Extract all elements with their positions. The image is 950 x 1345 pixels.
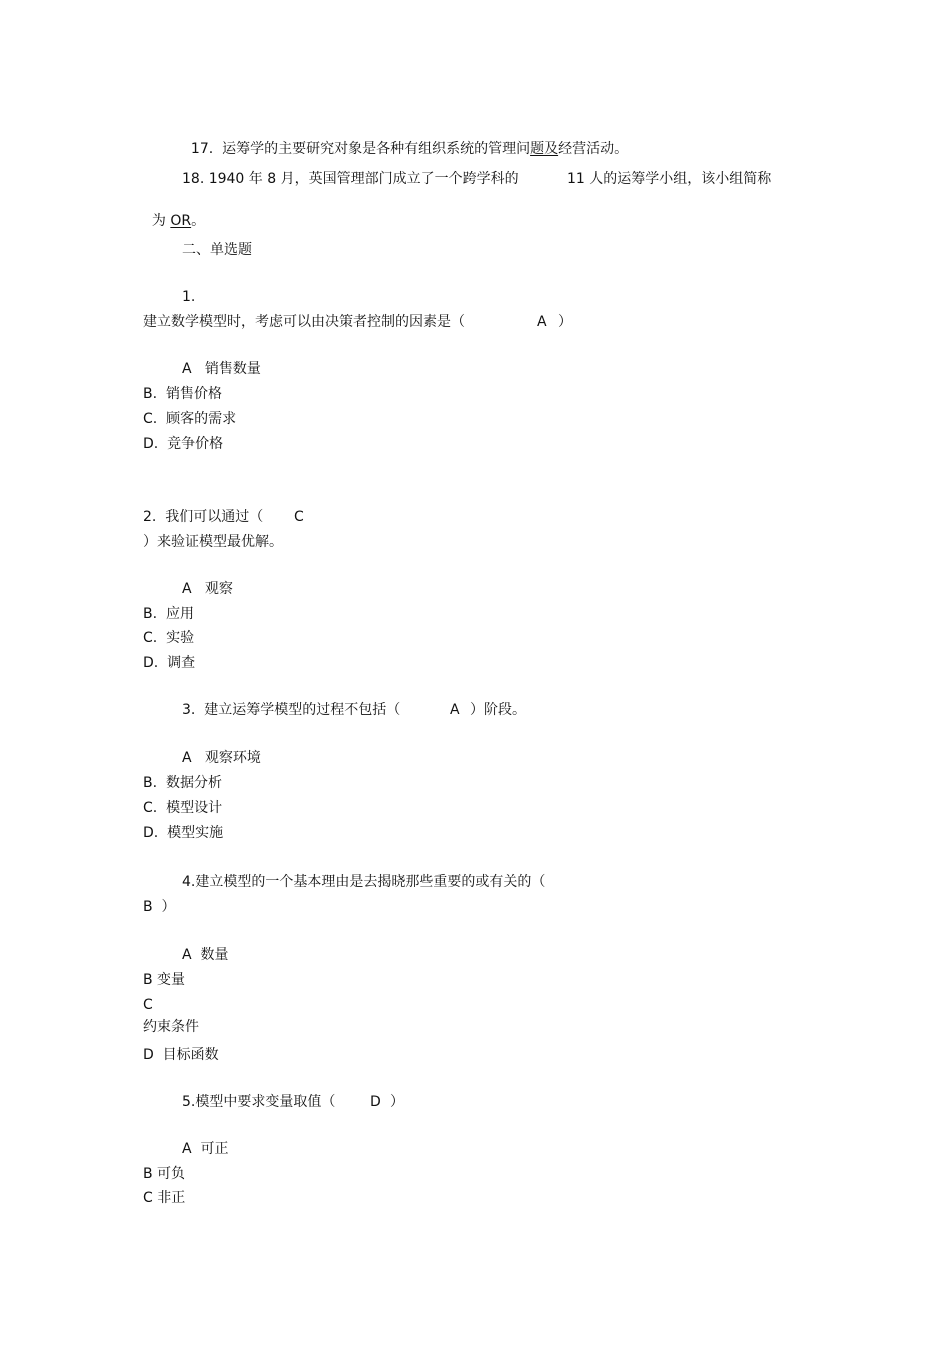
q4-option-c-text: 约束条件 — [143, 1019, 199, 1035]
q18-or-abbrev: OR — [170, 213, 192, 229]
q17-line — [182, 122, 628, 158]
q3-option-d: D. 模型实施 — [143, 825, 224, 841]
q17-suffix: 经营活动。 — [558, 141, 629, 157]
q4-stem-line1: 4.建立模型的一个基本理由是去揭晓那些重要的或有关的（ — [182, 874, 546, 890]
q18-line2-prefix: 为 — [151, 213, 171, 229]
q1-stem: 建立数学模型时，考虑可以由决策者控制的因素是（ — [143, 314, 465, 330]
q3-stem-suffix: ）阶段。 — [470, 702, 526, 718]
q2-option-c: C. 实验 — [143, 630, 195, 646]
q5-option-a: A 可正 — [182, 1141, 229, 1157]
q1-close: ） — [558, 314, 572, 330]
q2-stem-line2: ）来验证模型最优解。 — [143, 534, 283, 550]
q4-option-b: B 变量 — [143, 972, 186, 988]
q2-option-d: D. 调查 — [143, 655, 196, 671]
q3-stem-prefix: 3. 建立运筹学模型的过程不包括（ — [182, 702, 401, 718]
q18-line1: 18. 1940 年 8 月，英国管理部门成立了一个跨学科的 — [182, 171, 519, 187]
q2-option-a: A 观察 — [182, 581, 233, 597]
q2-stem-line1: 2. 我们可以通过（ — [143, 509, 264, 525]
q3-answer: A — [450, 702, 460, 718]
q4-option-d: D 目标函数 — [143, 1047, 219, 1063]
q4-stem-line2: B ） — [143, 899, 176, 915]
q18-line1-count: 11 人的运筹学小组，该小组简称 — [567, 171, 772, 187]
q5-option-b: B 可负 — [143, 1166, 186, 1182]
q2-option-b: B. 应用 — [143, 606, 194, 622]
q1-option-c: C. 顾客的需求 — [143, 411, 237, 427]
q1-option-d: D. 竞争价格 — [143, 436, 224, 452]
q18-line2-suffix: 。 — [191, 213, 206, 229]
q3-option-a: A 观察环境 — [182, 750, 261, 766]
q5-answer: D — [370, 1094, 381, 1110]
q1-answer: A — [537, 314, 547, 330]
q5-stem-prefix: 5.模型中要求变量取值（ — [182, 1094, 336, 1110]
q17-prefix: 17. 运筹学的主要研究对象是各种有组织系统的管理问 — [190, 141, 531, 157]
q5-option-c: C 非正 — [143, 1190, 186, 1206]
q17-underlined: 题及 — [530, 141, 559, 157]
q18-line2 — [143, 194, 205, 230]
q4-option-c-letter: C — [143, 997, 153, 1013]
q4-option-a: A 数量 — [182, 947, 229, 963]
q5-stem-suffix: ） — [390, 1094, 404, 1110]
q1-number: 1. — [182, 289, 196, 305]
q3-option-b: B. 数据分析 — [143, 775, 222, 791]
q3-option-c: C. 模型设计 — [143, 800, 223, 816]
q2-answer: C — [294, 509, 304, 525]
q1-option-a: A 销售数量 — [182, 361, 261, 377]
q1-option-b: B. 销售价格 — [143, 386, 222, 402]
section-title: 二、单选题 — [182, 242, 252, 258]
